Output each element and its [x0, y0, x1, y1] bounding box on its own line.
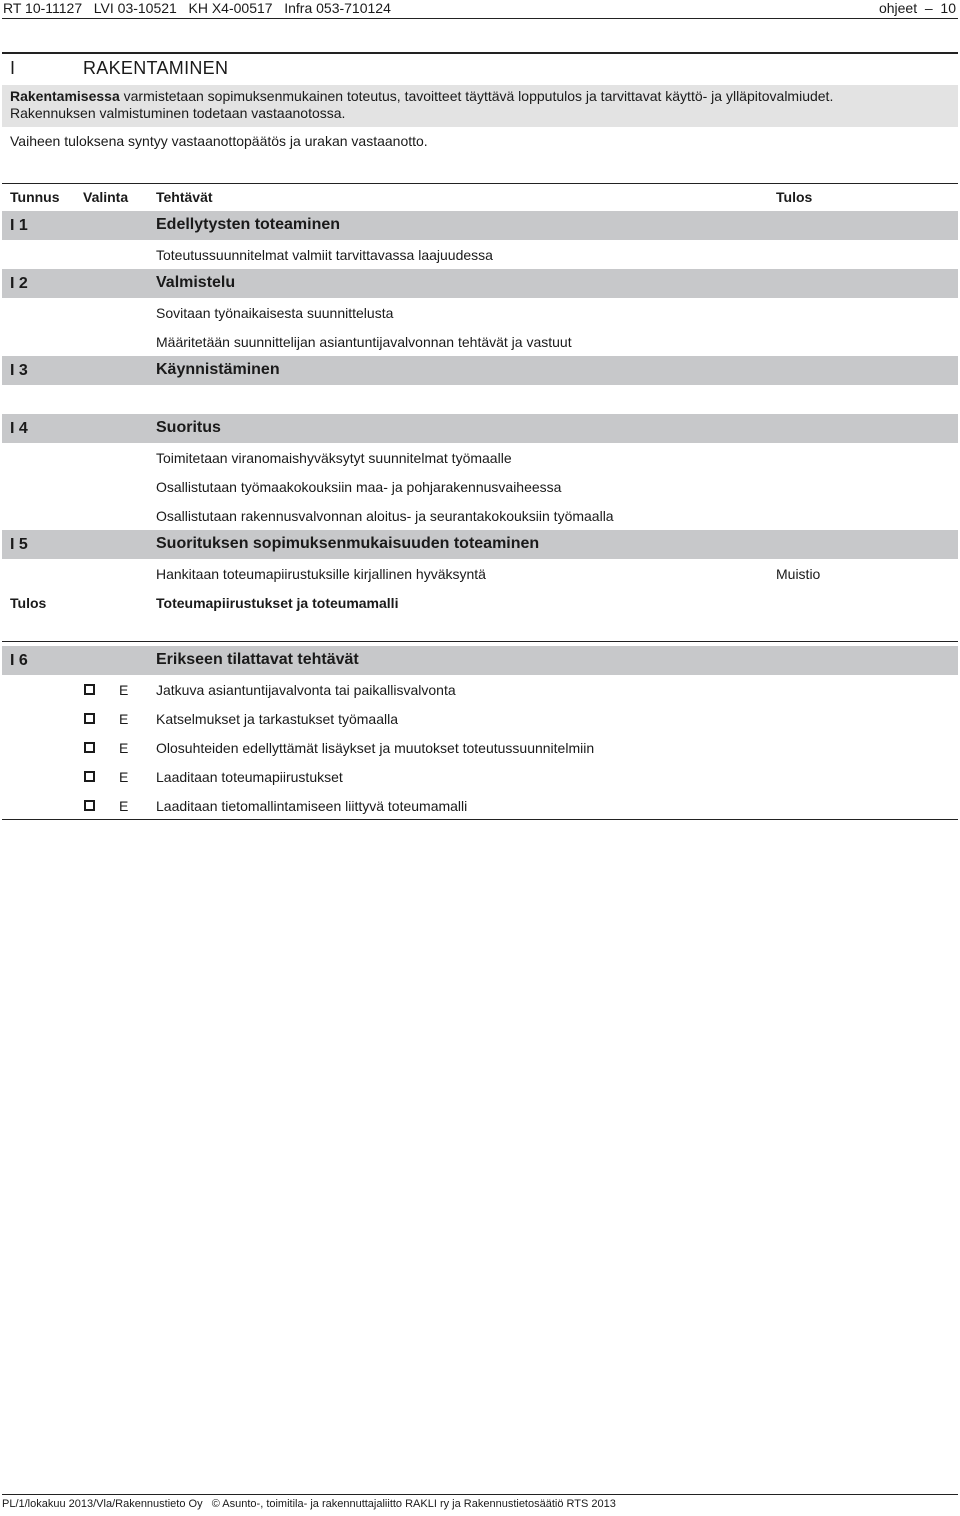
section-title: RAKENTAMINEN: [83, 58, 229, 78]
group-title: Edellytysten toteaminen: [156, 216, 341, 233]
page-number: ohjeet – 10: [878, 0, 956, 16]
col-tunnus: Tunnus: [10, 189, 60, 205]
table-top-rule: [2, 183, 958, 184]
document-codes: RT 10-11127 LVI 03-10521 KH X4-00517 Infra 053-710124: [3, 0, 391, 16]
group-id: I 4: [10, 420, 28, 437]
col-tulos: Tulos: [776, 189, 813, 205]
task-result: Muistio: [776, 566, 821, 582]
group-title: Valmistelu: [156, 274, 236, 291]
group-i5-header: [2, 530, 958, 559]
group-i3-header: [2, 356, 958, 385]
group-title: Suoritus: [156, 419, 221, 436]
task-row: [2, 327, 958, 356]
phase-result: Vaiheen tuloksena syntyy vastaanottopäätös ja urakan vastaanotto.: [10, 133, 428, 149]
task-row: [2, 501, 958, 530]
task-text: Sovitaan työnaikaisesta suunnittelusta: [156, 305, 394, 321]
option-checkbox[interactable]: [84, 742, 95, 753]
option-mark: E: [119, 740, 129, 756]
option-text: Laaditaan tietomallintamiseen liittyvä toteumamalli: [156, 798, 468, 814]
option-row: [2, 762, 958, 791]
group-title: Erikseen tilattavat tehtävät: [156, 651, 359, 668]
col-tehtavat: Tehtävät: [156, 189, 213, 205]
intro-line2: Rakennuksen valmistuminen todetaan vastaanotossa.: [10, 105, 346, 121]
result-label: Tulos: [10, 595, 47, 611]
option-checkbox[interactable]: [84, 771, 95, 782]
group-i2-header: [2, 269, 958, 298]
intro-text: [10, 88, 950, 122]
option-checkbox[interactable]: [84, 713, 95, 724]
option-checkbox[interactable]: [84, 800, 95, 811]
option-row: [2, 704, 958, 733]
footer-rule: [2, 1494, 958, 1495]
footer-text: PL/1/lokakuu 2013/Vla/Rakennustieto Oy © Asunto-, toimitila- ja rakennuttajaliitto RAKLI ry ja Rakennustietosäätiö RTS 2013: [2, 1498, 616, 1510]
group-id: I 3: [10, 362, 28, 379]
group-id: I 5: [10, 536, 28, 553]
group-id: I 6: [10, 652, 28, 669]
option-text: Olosuhteiden edellyttämät lisäykset ja muutokset toteutussuunnitelmiin: [156, 740, 595, 756]
result-row: [2, 588, 958, 617]
header-rule: [2, 18, 958, 19]
option-row: [2, 733, 958, 762]
option-row: [2, 791, 958, 820]
task-row: [2, 240, 958, 269]
option-mark: E: [119, 682, 129, 698]
task-text: Hankitaan toteumapiirustuksille kirjallinen hyväksyntä: [156, 566, 486, 582]
page-header: [0, 0, 960, 18]
group-i6-header: [2, 646, 958, 675]
result-text: Toteumapiirustukset ja toteumamalli: [156, 595, 399, 611]
option-checkbox[interactable]: [84, 684, 95, 695]
task-row: [2, 443, 958, 472]
intro-box: [2, 85, 958, 127]
col-valinta: Valinta: [83, 189, 129, 205]
intro-lead: Rakentamisessa: [10, 88, 120, 104]
task-text: Osallistutaan rakennusvalvonnan aloitus- ja seurantakokouksiin työmaalla: [156, 508, 614, 524]
option-text: Katselmukset ja tarkastukset työmaalla: [156, 711, 398, 727]
task-row: [2, 472, 958, 501]
task-text: Osallistutaan työmaakokouksiin maa- ja pohjarakennusvaiheessa: [156, 479, 562, 495]
option-mark: E: [119, 769, 129, 785]
option-row: [2, 675, 958, 704]
section-letter: I: [10, 58, 16, 78]
group-id: I 1: [10, 217, 28, 234]
option-text: Jatkuva asiantuntijavalvonta tai paikallisvalvonta: [156, 682, 456, 698]
intro-line1: varmistetaan sopimuksenmukainen toteutus, tavoitteet täyttävä lopputulos ja tarvittavat käyttö- ja ylläpitovalmiudet.: [119, 88, 834, 104]
task-text: Toteutussuunnitelmat valmiit tarvittavassa laajuudessa: [156, 247, 493, 263]
task-text: Toimitetaan viranomaishyväksytyt suunnitelmat työmaalle: [156, 450, 512, 466]
task-text: Määritetään suunnittelijan asiantuntijavalvonnan tehtävät ja vastuut: [156, 334, 572, 350]
section-top-rule: [2, 52, 958, 54]
section-heading: [0, 58, 960, 82]
group-i1-header: [2, 211, 958, 240]
group-title: Käynnistäminen: [156, 361, 280, 378]
table-bottom-rule: [2, 819, 958, 820]
option-mark: E: [119, 798, 129, 814]
task-row: [2, 298, 958, 327]
separator-rule: [2, 641, 958, 642]
group-title: Suorituksen sopimuksenmukaisuuden toteaminen: [156, 535, 540, 552]
task-row: [2, 559, 958, 588]
option-mark: E: [119, 711, 129, 727]
group-id: I 2: [10, 275, 28, 292]
group-i4-header: [2, 414, 958, 443]
option-text: Laaditaan toteumapiirustukset: [156, 769, 343, 785]
